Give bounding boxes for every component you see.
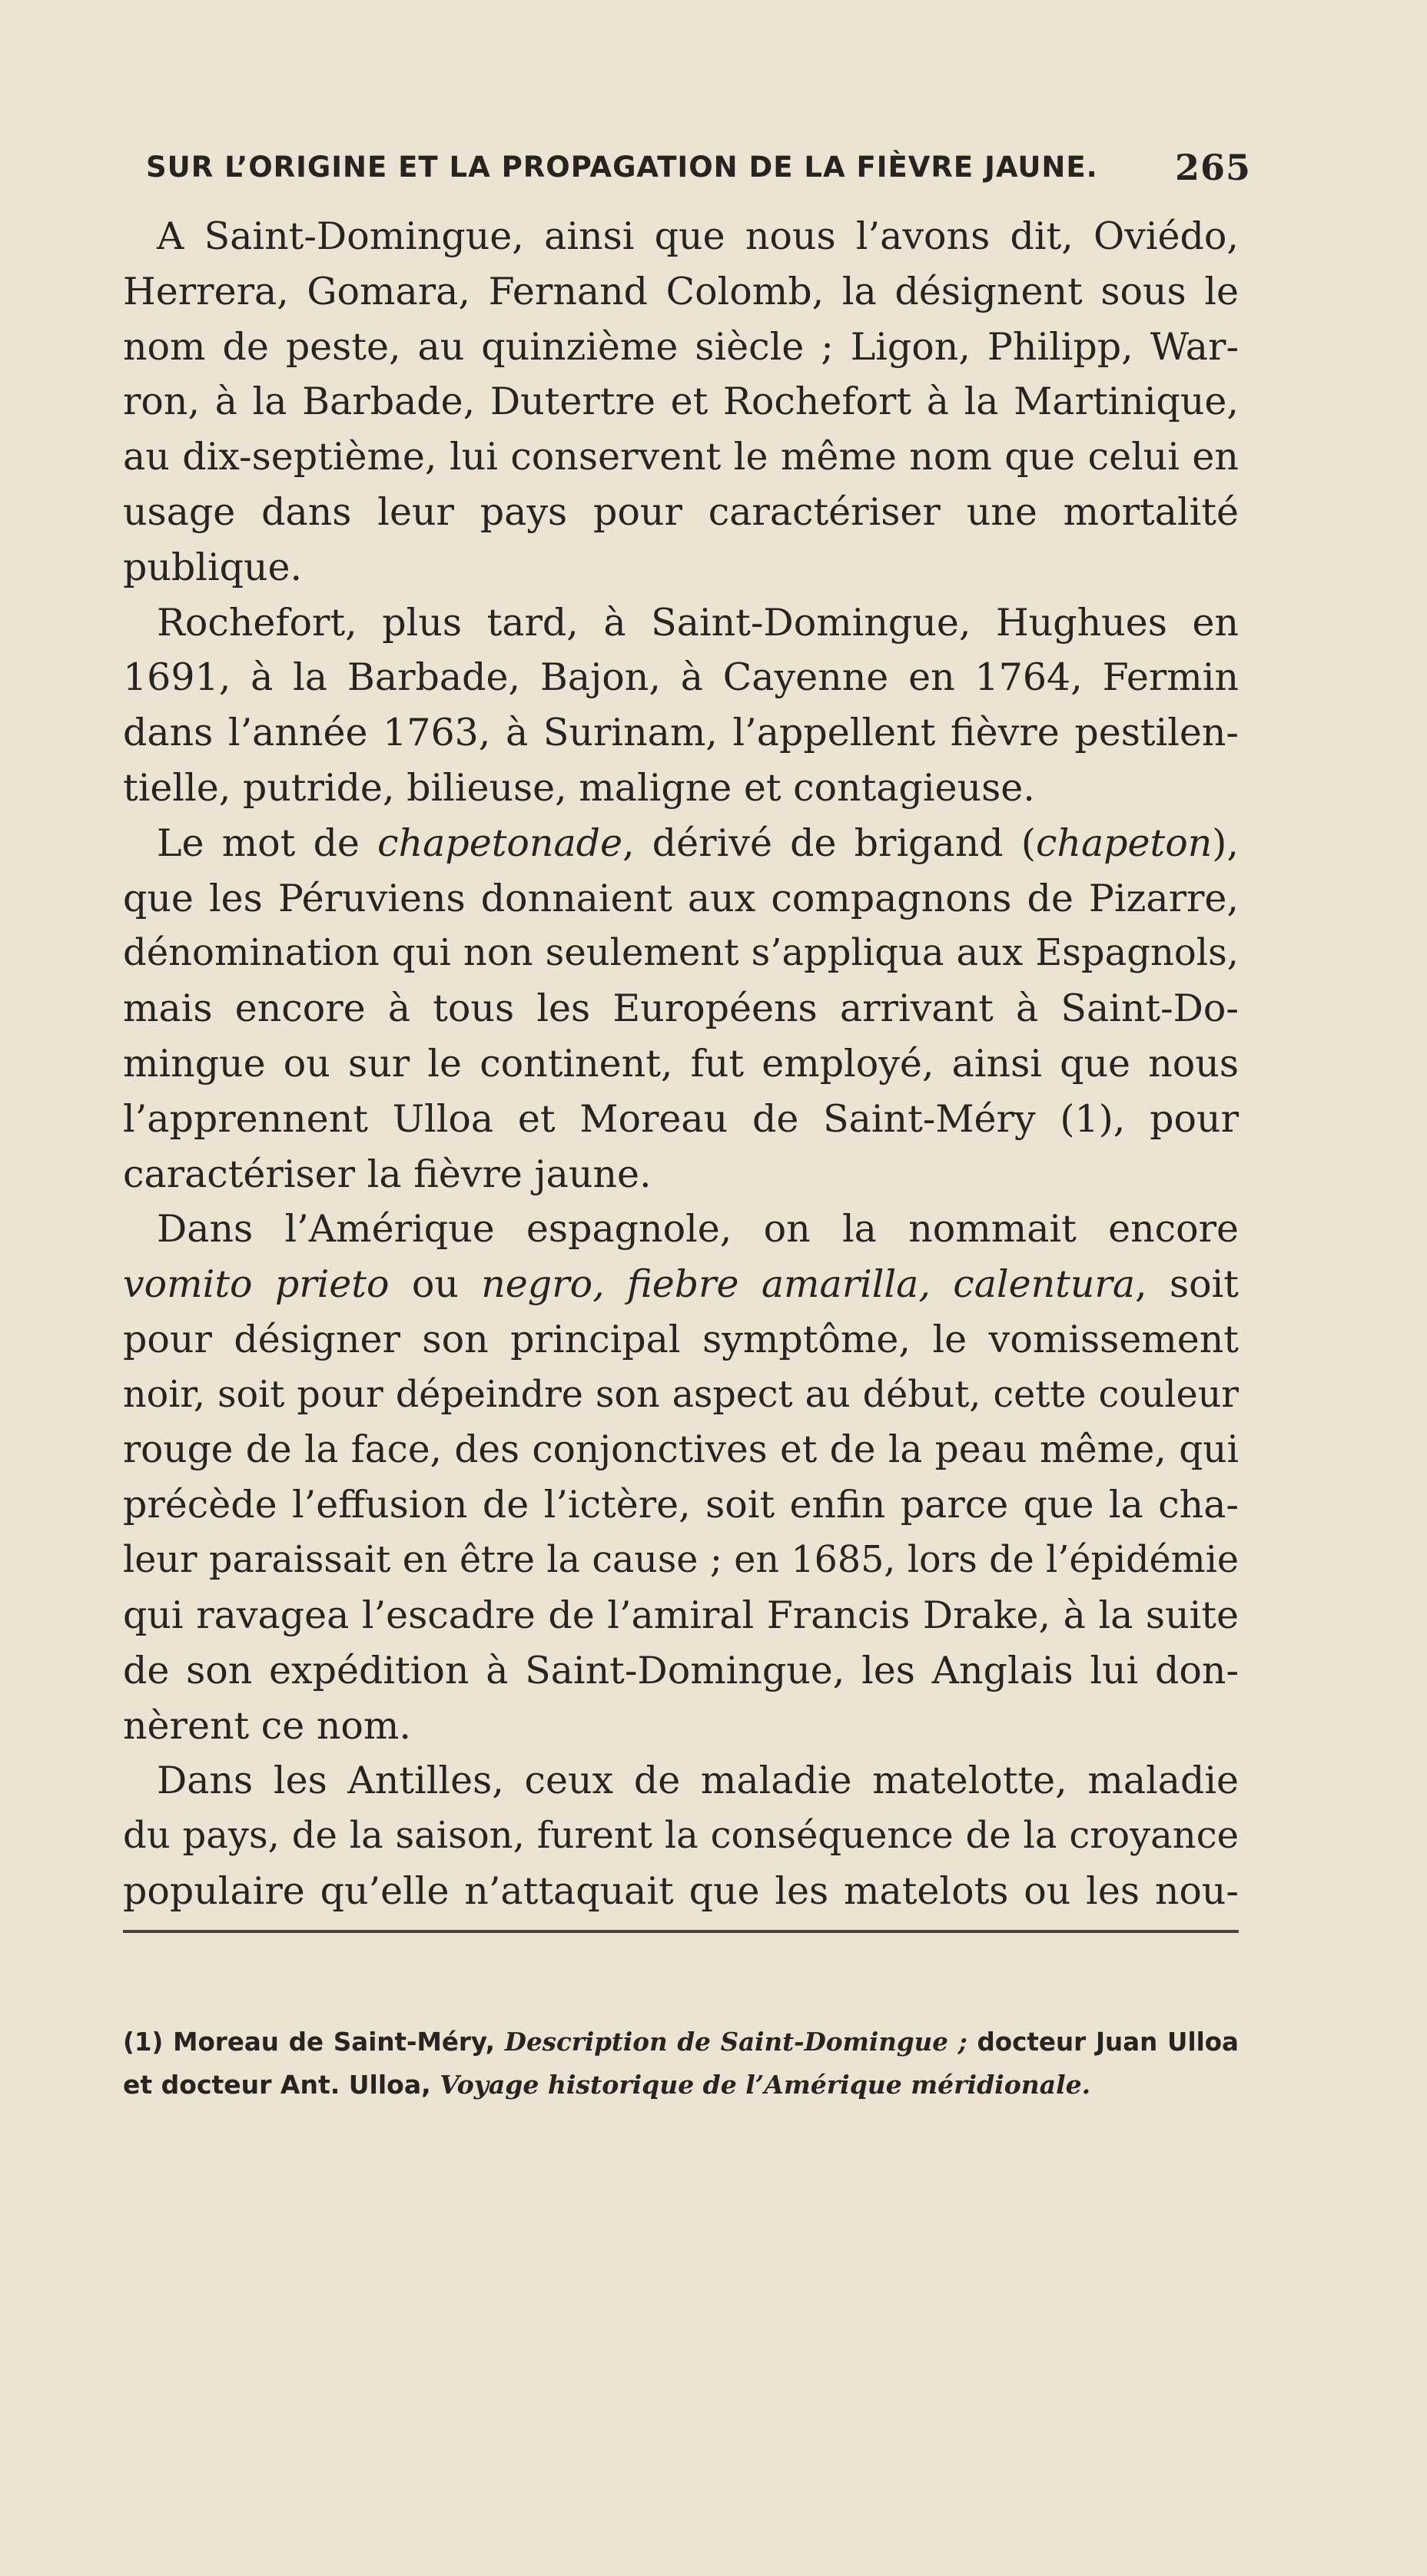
text-line: Herrera, Gomara, Fernand Colomb, la désignent sous le — [123, 269, 1239, 313]
text-line: tielle, putride, bilieuse, maligne et contagieuse. — [123, 765, 1035, 810]
text-segment: ), — [1212, 821, 1239, 865]
text-line — [123, 1257, 1239, 1312]
italic-term: vomito prieto — [123, 1262, 390, 1307]
text-line: usage dans leur pays pour caractériser une mortalité — [123, 489, 1239, 534]
footnote-text: et docteur Ant. Ulloa, — [123, 2070, 431, 2100]
text-line: caractériser la fièvre jaune. — [123, 1152, 652, 1196]
text-line: Dans les Antilles, ceux de maladie matelotte, maladie — [157, 1759, 1239, 1803]
text-line: nèrent ce nom. — [123, 1703, 411, 1748]
text-line: précède l’effusion de l’ictère, soit enfin parce que la cha- — [123, 1483, 1239, 1527]
italic-term: negro, fiebre amarilla, calentura — [481, 1262, 1136, 1307]
italic-term: chapeton — [1035, 821, 1213, 865]
text-segment: ou — [389, 1262, 482, 1307]
text-line: pour désigner son principal symptôme, le vomissement — [123, 1317, 1239, 1361]
text-line: populaire qu’elle n’attaquait que les matelots ou les nou- — [123, 1868, 1239, 1913]
text-line: l’apprennent Ulloa et Moreau de Saint-Méry (1), pour — [123, 1096, 1239, 1141]
body-text — [123, 209, 1239, 1919]
text-line: qui ravagea l’escadre de l’amiral Francis Drake, à la suite — [123, 1593, 1239, 1637]
running-title: SUR L’ORIGINE ET LA PROPAGATION DE LA FIÈVRE JAUNE. — [146, 151, 1098, 184]
page-header — [146, 137, 1268, 198]
text-line: leur paraissait en être la cause ; en 1685, lors de l’épidémie — [123, 1539, 1239, 1582]
text-line: de son expédition à Saint-Domingue, les Anglais lui don- — [123, 1648, 1239, 1692]
footnote — [123, 2021, 1239, 2107]
text-line: Dans l’Amérique espagnole, on la nommait encore — [157, 1207, 1239, 1252]
text-segment: , dérivé de brigand ( — [622, 821, 1036, 865]
footnote-line — [123, 2064, 1239, 2107]
text-line: du pays, de la saison, furent la conséquence de la croyance — [123, 1814, 1239, 1858]
text-line: A Saint-Domingue, ainsi que nous l’avons dit, Oviédo, — [157, 214, 1239, 258]
text-line: au dix-septième, lui conservent le même nom que celui en — [123, 435, 1239, 479]
footnote-rule — [123, 1930, 1239, 1933]
italic-term: chapetonade — [377, 821, 623, 865]
page-number: 265 — [1174, 147, 1251, 188]
footnote-line — [123, 2021, 1239, 2064]
text-line: publique. — [123, 545, 303, 589]
text-segment: , soit — [1135, 1262, 1239, 1307]
footnote-italic: Description de Saint-Domingue ; — [504, 2027, 967, 2057]
text-line: Rochefort, plus tard, à Saint-Domingue, Hughues en — [157, 600, 1239, 645]
footnote-text: docteur Juan Ulloa — [977, 2027, 1239, 2057]
text-segment: Le mot de — [157, 821, 360, 865]
text-line: nom de peste, au quinzième siècle ; Ligon, Philipp, War- — [123, 324, 1239, 369]
footnote-text: (1) Moreau de Saint-Méry, — [123, 2027, 495, 2057]
text-line: mais encore à tous les Européens arrivant à Saint-Do- — [123, 986, 1239, 1031]
text-line: noir, soit pour dépeindre son aspect au début, cette couleur — [123, 1373, 1239, 1416]
text-line: ron, à la Barbade, Dutertre et Rochefort à la Martinique, — [123, 380, 1239, 424]
text-line: que les Péruviens donnaient aux compagnons de Pizarre, — [123, 876, 1239, 920]
footnote-italic: Voyage historique de l’Amérique méridionale. — [440, 2070, 1091, 2100]
text-line — [123, 816, 1239, 871]
text-line: dénomination qui non seulement s’appliqua aux Espagnols, — [123, 931, 1239, 975]
text-line: mingue ou sur le continent, fut employé, ainsi que nous — [123, 1041, 1239, 1086]
text-line: 1691, à la Barbade, Bajon, à Cayenne en 1764, Fermin — [123, 655, 1239, 700]
text-line: dans l’année 1763, à Surinam, l’appellent fièvre pestilen- — [123, 711, 1239, 755]
text-line: rouge de la face, des conjonctives et de la peau même, qui — [123, 1427, 1239, 1471]
